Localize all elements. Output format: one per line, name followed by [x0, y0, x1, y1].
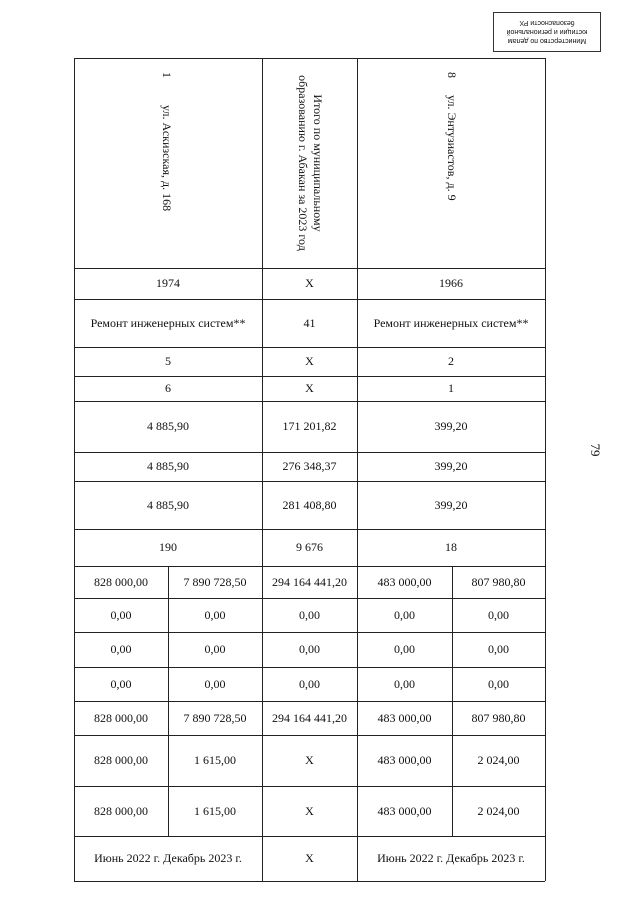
table-cell: Х: [305, 803, 314, 818]
table-cell: 0,00: [394, 676, 415, 691]
table-cell: 828 000,00: [94, 574, 148, 589]
table-cell: 2 024,00: [477, 753, 520, 767]
table-rule: [74, 667, 545, 668]
table-rule: [74, 529, 545, 530]
table-rule: [74, 632, 545, 633]
table-cell: 171 201,82: [282, 419, 337, 433]
table-cell: 4 885,90: [147, 497, 189, 512]
table-rule: [74, 786, 545, 787]
table-cell: Ремонт инженерных систем**: [90, 315, 246, 330]
table-cell: 1 615,00: [194, 803, 236, 818]
table-cell: 0,00: [110, 676, 132, 691]
table-rule: [74, 268, 545, 269]
table-rule: [452, 701, 453, 735]
table-cell: 18: [445, 540, 457, 554]
table-cell: 41: [303, 315, 316, 330]
table-cell: 190: [159, 540, 177, 554]
table-rule: [74, 452, 545, 453]
table-cell: 1974: [156, 276, 180, 290]
table-rule: [74, 598, 545, 599]
table-cell: 483 000,00: [377, 803, 432, 818]
header-right-number: 8: [445, 72, 460, 78]
table-rule: [74, 401, 545, 402]
table-rule: [74, 299, 545, 300]
table-cell: 294 164 441,20: [272, 574, 347, 589]
table-cell: 828 000,00: [94, 753, 148, 767]
table-rule: [74, 376, 545, 377]
table-cell: 0,00: [488, 607, 509, 622]
header-middle-total: Итого по муниципальному образованию г. Абакан за 2023 год: [295, 75, 325, 251]
table-rule: [74, 347, 545, 348]
table-rule: [74, 836, 545, 837]
table-cell: 0,00: [204, 676, 226, 691]
header-right-address: ул. Энтузиастов, д. 9: [445, 95, 460, 201]
table-rule: [452, 667, 453, 701]
table-rule: [168, 566, 169, 598]
table-cell: 0,00: [110, 642, 132, 656]
table-rule: [452, 632, 453, 667]
table-cell: 399,20: [434, 497, 468, 512]
table-cell: Х: [305, 851, 314, 865]
table-cell: 6: [165, 381, 171, 395]
table-cell: 483 000,00: [377, 574, 432, 589]
table-cell: 7 890 728,50: [183, 710, 247, 725]
table-cell: 0,00: [204, 607, 226, 622]
table-cell: 483 000,00: [377, 710, 432, 725]
table-cell: 828 000,00: [94, 803, 148, 818]
table-cell: 4 885,90: [147, 419, 189, 433]
table-cell: Х: [305, 354, 314, 368]
table-rule: [168, 735, 169, 786]
table-rule: [357, 58, 358, 881]
table-rule: [452, 598, 453, 632]
table-cell: 483 000,00: [377, 753, 432, 767]
table-rule: [74, 881, 545, 882]
table-cell: 1: [448, 381, 454, 395]
table-rule: [452, 786, 453, 836]
table-cell: 2 024,00: [477, 803, 520, 818]
table-cell: 399,20: [434, 419, 468, 433]
stamp-line: Министерство по делам: [507, 37, 587, 45]
table-cell: 1966: [439, 276, 463, 290]
table-rule: [74, 735, 545, 736]
table-cell: 0,00: [394, 642, 415, 656]
table-rule: [262, 58, 263, 881]
table-rule: [168, 598, 169, 632]
table-rule: [168, 701, 169, 735]
table-cell: 294 164 441,20: [272, 710, 347, 725]
table-cell: 276 348,37: [282, 459, 337, 473]
table-cell: 0,00: [488, 676, 509, 691]
table-cell: 828 000,00: [94, 710, 148, 725]
table-rule: [74, 566, 545, 567]
stamp-line: безопасности РХ: [519, 19, 575, 27]
table-cell: 7 890 728,50: [183, 574, 247, 589]
table-cell: 0,00: [488, 642, 509, 656]
table-rule: [452, 566, 453, 598]
table-rule: [74, 58, 545, 59]
table-rule: [168, 786, 169, 836]
table-cell: Х: [305, 753, 314, 767]
table-cell: 807 980,80: [471, 574, 526, 589]
table-cell: 0,00: [299, 676, 320, 691]
table-cell: 0,00: [299, 642, 320, 656]
table-cell: 4 885,90: [147, 459, 189, 473]
table-cell: 281 408,80: [282, 497, 337, 512]
table-cell: 1 615,00: [194, 753, 236, 767]
table-rule: [74, 58, 75, 881]
header-left-address: ул. Аскизская, д. 168: [160, 105, 175, 212]
table-cell: Июнь 2022 г. Декабрь 2023 г.: [377, 851, 525, 865]
table-cell: 0,00: [394, 607, 415, 622]
table-cell: 5: [165, 354, 171, 368]
header-left-number: 1: [160, 72, 175, 78]
table-cell: 0,00: [204, 642, 226, 656]
table-cell: Х: [305, 276, 314, 290]
table-cell: Ремонт инженерных систем**: [373, 315, 529, 330]
page-number: 79: [588, 443, 603, 457]
table-cell: 9 676: [296, 540, 323, 554]
stamp-line: юстиции и региональной: [506, 28, 588, 36]
table-cell: 807 980,80: [471, 710, 526, 725]
table-rule: [545, 58, 546, 881]
table-cell: Х: [305, 381, 314, 395]
table-rule: [74, 701, 545, 702]
table-rule: [168, 632, 169, 667]
table-rule: [74, 481, 545, 482]
table-rule: [452, 735, 453, 786]
table-cell: 0,00: [110, 607, 132, 622]
table-cell: 0,00: [299, 607, 320, 622]
table-rule: [168, 667, 169, 701]
table-cell: 2: [448, 354, 454, 368]
table-cell: 399,20: [434, 459, 468, 473]
table-cell: Июнь 2022 г. Декабрь 2023 г.: [94, 851, 242, 865]
